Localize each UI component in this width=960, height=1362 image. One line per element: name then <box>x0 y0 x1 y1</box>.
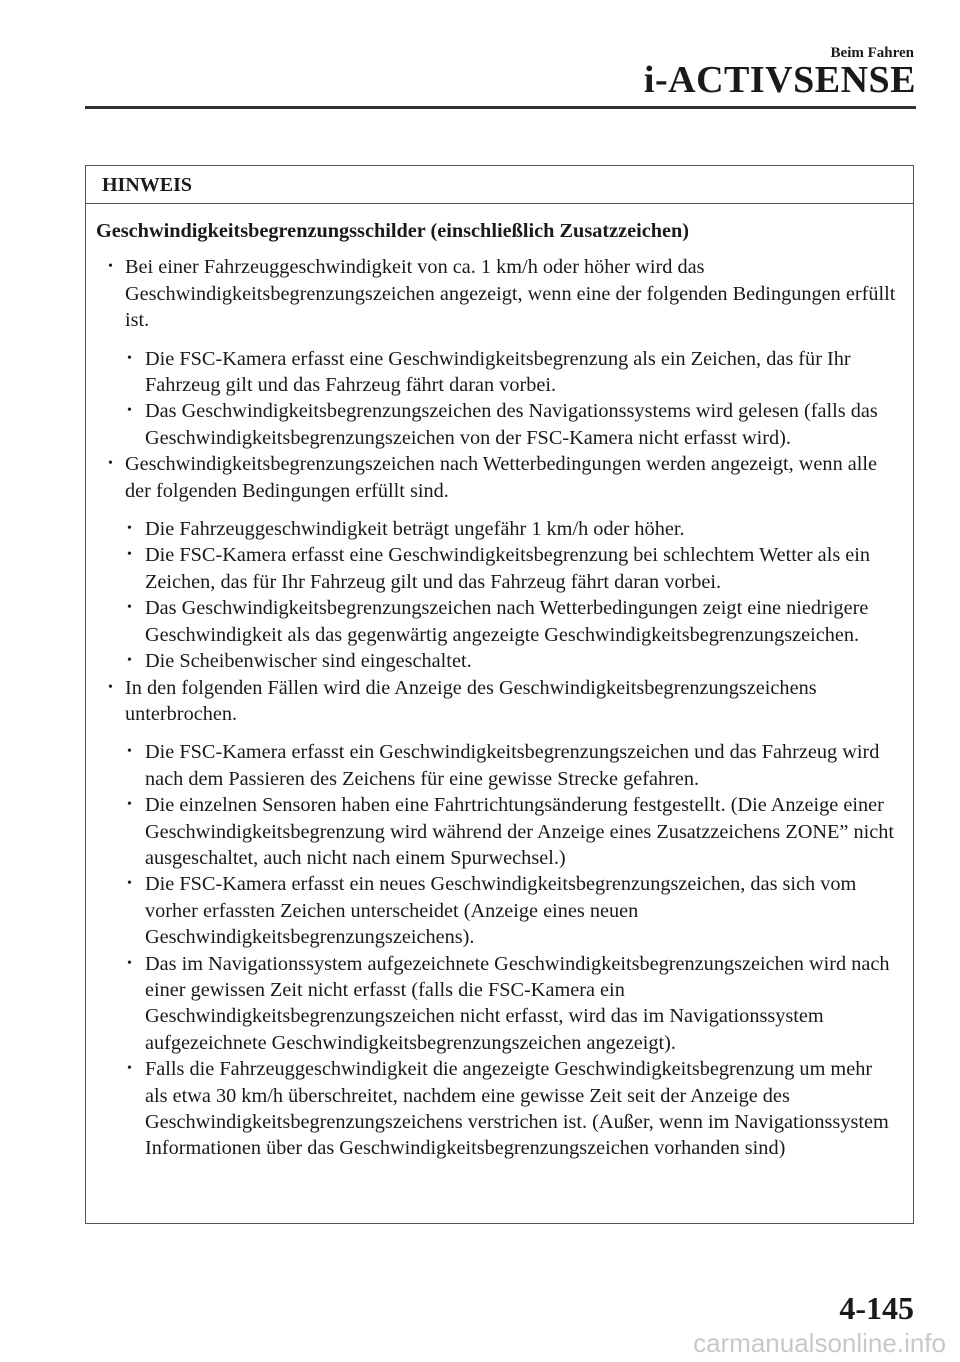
bullet-marker: • <box>127 350 132 366</box>
bullet-text: Die Fahrzeuggeschwindigkeit beträgt ungefähr 1 km/h oder höher. <box>145 518 685 541</box>
sub-bullet-item <box>96 516 899 542</box>
bullet-marker: • <box>127 744 132 760</box>
spacer <box>96 334 899 346</box>
note-box <box>85 165 914 1224</box>
bullet-text: Das im Navigationssystem aufgezeichnete Geschwindigkeitsbegrenzungszeichen wird nach einer gewissen Zeit nicht erfasst (falls die FSC-Kamera ein Geschwindigkeitsbegrenzungszeichen nicht erfasst, wird das im Navigationssystem aufgezeichnete Geschwindigkeitsbegrenzungszeichen angezeigt). <box>145 952 890 1054</box>
bullet-text: Die FSC-Kamera erfasst eine Geschwindigkeitsbegrenzung als ein Zeichen, das für Ihr Fahrzeug gilt und das Fahrzeug fährt daran vorbei. <box>145 347 851 397</box>
bullet-text: Die Scheibenwischer sind eingeschaltet. <box>145 650 472 673</box>
sub-bullet-item <box>96 951 899 1057</box>
bullet-marker: • <box>108 679 113 695</box>
bullet-marker: • <box>127 955 132 971</box>
bullet-text: Das Geschwindigkeitsbegrenzungszeichen des Navigationssystems wird gelesen (falls das Geschwindigkeitsbegrenzungszeichen von der FSC-Kamera nicht erfasst wird). <box>145 400 878 449</box>
bullet-marker: • <box>127 797 132 813</box>
bullet-text: Bei einer Fahrzeuggeschwindigkeit von ca. 1 km/h oder höher wird das Geschwindigkeitsbegrenzungszeichen angezeigt, wenn eine der folgenden Bedingungen erfüllt ist. <box>125 256 896 332</box>
bullet-item <box>96 675 899 728</box>
sub-bullet-item <box>96 595 899 648</box>
bullet-marker: • <box>127 521 132 537</box>
bullet-text: Die FSC-Kamera erfasst ein neues Geschwindigkeitsbegrenzungszeichen, das sich vom vorher erfassten Zeichen unterscheidet (Anzeige eines neuen Geschwindigkeitsbegrenzungszeichens). <box>145 873 857 949</box>
bullet-text: In den folgenden Fällen wird die Anzeige des Geschwindigkeitsbegrenzungszeichens unterbrochen. <box>125 676 817 725</box>
sub-bullet-item <box>96 648 899 674</box>
bullet-text: Die FSC-Kamera erfasst eine Geschwindigkeitsbegrenzung bei schlechtem Wetter als ein Zeichen, das für Ihr Fahrzeug gilt und das Fahrzeug fährt daran vorbei. <box>145 544 871 593</box>
bullet-marker: • <box>127 653 132 669</box>
section-label: Beim Fahren <box>830 45 914 61</box>
bullet-marker: • <box>108 259 113 275</box>
bullet-text: Geschwindigkeitsbegrenzungszeichen nach Wetterbedingungen werden angezeigt, wenn alle der folgenden Bedingungen erfüllt sind. <box>125 453 878 502</box>
bullet-marker: • <box>108 456 113 472</box>
sub-bullet-item <box>96 871 899 950</box>
sub-bullet-item <box>96 542 899 595</box>
header-rule <box>85 106 916 109</box>
bullet-item <box>96 254 899 333</box>
sub-bullet-item <box>96 1056 899 1162</box>
note-subheading: Geschwindigkeitsbegrenzungsschilder (einschließlich Zusatzzeichen) <box>96 220 690 242</box>
bullet-text: Das Geschwindigkeitsbegrenzungszeichen nach Wetterbedingungen zeigt eine niedrigere Geschwindigkeit als das gegenwärtig angezeigte Geschwindigkeitsbegrenzungszeichen. <box>145 597 869 646</box>
sub-bullet-item <box>96 739 899 792</box>
sub-bullet-item <box>96 792 899 871</box>
bullet-marker: • <box>127 1061 132 1077</box>
bullet-marker: • <box>127 547 132 563</box>
spacer <box>96 727 899 739</box>
bullet-item <box>96 451 899 504</box>
bullet-marker: • <box>127 876 132 892</box>
note-label: HINWEIS <box>86 166 913 204</box>
bullet-text: Die einzelnen Sensoren haben eine Fahrtrichtungsänderung festgestellt. (Die Anzeige einer Geschwindigkeitsbegrenzung wird während der Anzeige eines Zusatzzeichens ZONE” nicht ausgeschaltet, auch nicht nach einem Spurwechsel.) <box>145 794 895 869</box>
chapter-title: i-ACTIVSENSE <box>643 59 916 101</box>
bullet-text: Falls die Fahrzeuggeschwindigkeit die angezeigte Geschwindigkeitsbegrenzung um mehr als etwa 30 km/h überschreitet, nachdem eine gewisse Zeit seit der Anzeige des Geschwindigkeitsbegrenzungszeichens verstrichen ist. (Außer, wenn im Navigationssystem Informationen über das Geschwindigkeitsbegrenzungszeichen vorhanden sind) <box>145 1058 889 1160</box>
note-body <box>86 204 913 1162</box>
bullet-marker: • <box>127 600 132 616</box>
spacer <box>96 504 899 516</box>
page-number: 4-145 <box>839 1290 914 1326</box>
sub-bullet-item <box>96 398 899 451</box>
bullet-marker: • <box>127 403 132 419</box>
bullet-text: Die FSC-Kamera erfasst ein Geschwindigkeitsbegrenzungszeichen und das Fahrzeug wird nach dem Passieren des Zeichens für eine gewisse Strecke gefahren. <box>145 741 880 790</box>
watermark: carmanualsonline.info <box>693 1328 946 1358</box>
sub-bullet-item <box>96 346 899 399</box>
